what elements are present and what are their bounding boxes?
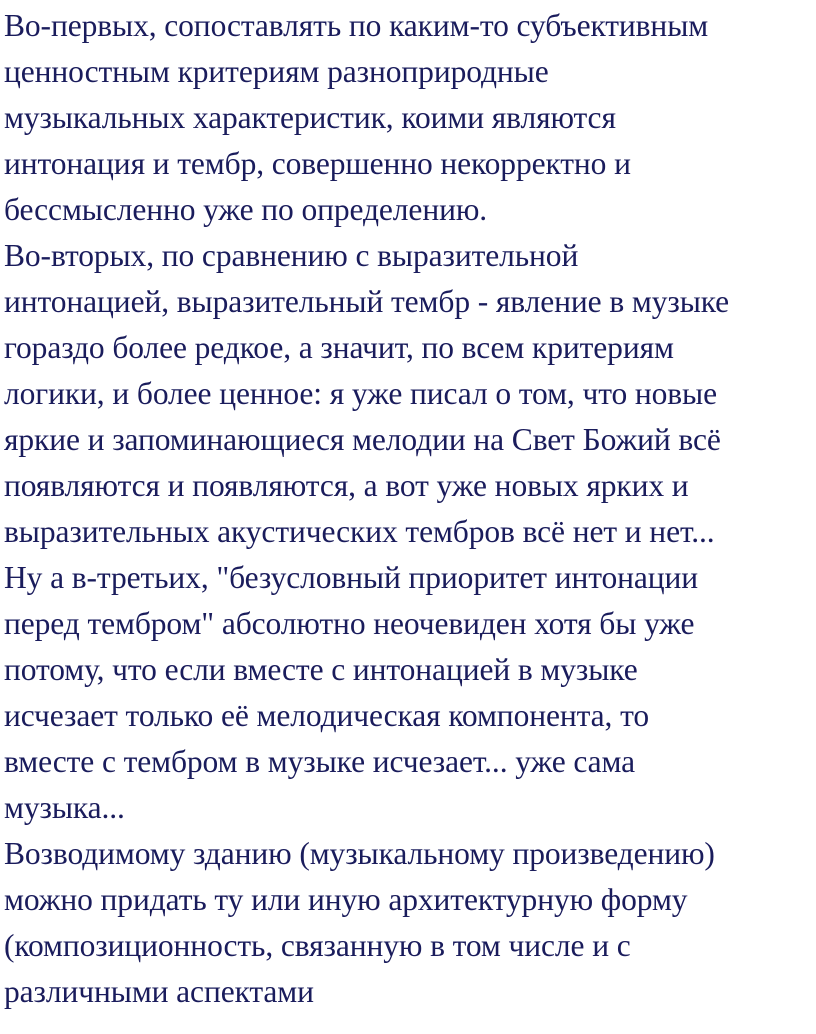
text-line: ценностным критериям разноприродные	[4, 54, 549, 89]
text-line: гораздо более редкое, а значит, по всем критериям	[4, 330, 674, 365]
text-line: Ну а в-третьих, "безусловный приоритет интонации	[4, 560, 699, 595]
text-line: музыка...	[4, 790, 125, 825]
text-line: Во-вторых, по сравнению с выразительной	[4, 238, 579, 273]
text-line: можно придать ту или иную архитектурную форму	[4, 882, 688, 917]
text-line: потому, что если вместе с интонацией в музыке	[4, 652, 638, 687]
text-line: выразительных акустических тембров всё нет и нет...	[4, 514, 715, 549]
text-line: вместе с тембром в музыке исчезает... уже сама	[4, 744, 636, 779]
text-line: исчезает только её мелодическая компонента, то	[4, 698, 649, 733]
text-line: бессмысленно уже по определению.	[4, 192, 488, 227]
text-line: появляются и появляются, а вот уже новых ярких и	[4, 468, 689, 503]
text-line: яркие и запоминающиеся мелодии на Свет Божий всё	[4, 422, 721, 457]
text-line: перед тембром" абсолютно неочевиден хотя бы уже	[4, 606, 695, 641]
text-line: (композиционность, связанную в том числе и с	[4, 928, 631, 963]
text-line: Во-первых, сопоставлять по каким-то субъективным	[4, 8, 709, 43]
text-line: музыкальных характеристик, коими являются	[4, 100, 616, 135]
text-line: интонацией, выразительный тембр - явление в музыке	[4, 284, 730, 319]
text-line: интонация и тембр, совершенно некорректно и	[4, 146, 631, 181]
text-line: различными аспектами	[4, 974, 314, 1009]
text-line: логики, и более ценное: я уже писал о том, что новые	[4, 376, 717, 411]
text-line: Возводимому зданию (музыкальному произведению)	[4, 836, 715, 871]
